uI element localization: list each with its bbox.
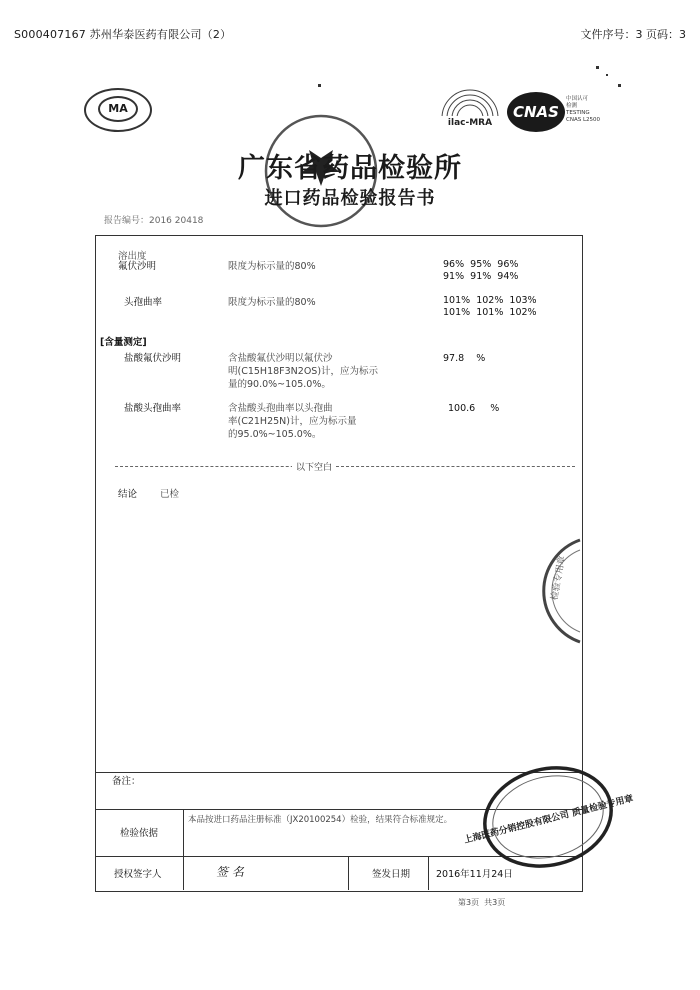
ilac-logo-text: ilac-MRA xyxy=(447,118,493,128)
test-item-name: 盐酸头孢曲率 xyxy=(124,403,182,414)
inspection-basis-value: 本品按进口药品注册标准（JX20100254）检验，结果符合标准规定。 xyxy=(188,815,453,825)
conclusion-value: 已检 xyxy=(160,489,180,500)
cnas-logo-text: CNAS xyxy=(513,103,559,121)
authorized-signer-label: 授权签字人 xyxy=(114,869,162,880)
cnas-line: TESTING xyxy=(566,110,590,116)
test-result: 101% 101% 102% xyxy=(443,307,537,318)
scan-speckle xyxy=(618,84,621,87)
company-seal xyxy=(463,762,635,872)
test-item-name: 头孢曲率 xyxy=(124,297,163,308)
blank-separator-label: 以下空白 xyxy=(292,460,336,473)
report-number: 报告编号：2016 20418 xyxy=(104,216,204,226)
sign-date-label: 签发日期 xyxy=(372,869,411,880)
test-item-name: 氟伏沙明 xyxy=(118,261,157,272)
ilac-mra-logo xyxy=(438,96,502,128)
scan-speckle xyxy=(606,74,608,76)
test-requirement: 率(C21H25N)计，应为标示量 xyxy=(228,416,357,427)
inspection-seal-partial xyxy=(540,536,600,646)
page-footer-note: 第3页 共3页 xyxy=(458,898,506,907)
test-requirement: 量的90.0%~105.0%。 xyxy=(228,379,331,390)
test-requirement: 含盐酸头孢曲率以头孢曲 xyxy=(228,403,333,414)
test-requirement: 限度为标示量的80% xyxy=(228,297,316,308)
cma-logo-text: MA xyxy=(98,96,138,122)
page-number-header: 文件序号：3 页码：3 xyxy=(580,28,686,41)
issuing-institute-title: 广东省药品检验所 xyxy=(238,153,462,184)
assay-header: [含量测定] xyxy=(100,337,147,348)
scan-speckle xyxy=(318,84,321,87)
cnas-accreditation-text xyxy=(566,96,600,124)
test-result: 100.6 % xyxy=(448,403,500,414)
sign-date-value: 2016年11月24日 xyxy=(436,869,513,880)
test-item-name: 盐酸氟伏沙明 xyxy=(124,353,182,364)
test-requirement: 明(C15H18F3N2OS)计，应为标示 xyxy=(228,366,379,377)
remarks-label: 备注： xyxy=(112,776,141,787)
document-source-header: S000407167 苏州华泰医药有限公司（2） xyxy=(14,28,232,41)
dissolution-header: 溶出度 xyxy=(118,251,147,262)
blank-separator-line xyxy=(115,466,575,467)
test-requirement: 含盐酸氟伏沙明以氟伏沙 xyxy=(228,353,333,364)
test-result: 101% 102% 103% xyxy=(443,295,537,306)
test-result: 96% 95% 96% xyxy=(443,259,519,270)
test-result: 97.8 % xyxy=(443,353,486,364)
cnas-line: 中国认可 xyxy=(566,96,589,102)
cnas-line: 检测 xyxy=(566,103,578,109)
table-column-rule xyxy=(183,809,184,890)
table-column-rule xyxy=(428,856,429,890)
cnas-line: CNAS L2500 xyxy=(566,117,601,123)
test-requirement: 的95.0%~105.0%。 xyxy=(228,429,322,440)
test-requirement: 限度为标示量的80% xyxy=(228,261,316,272)
cma-logo xyxy=(84,88,152,132)
inspection-basis-label: 检验依据 xyxy=(120,828,159,839)
report-title: 进口药品检验报告书 xyxy=(264,188,436,209)
cnas-logo xyxy=(506,90,566,134)
scan-speckle xyxy=(596,66,599,69)
table-column-rule xyxy=(348,856,349,890)
conclusion-label: 结论 xyxy=(118,489,138,500)
company-seal-text: 上海医药分销控股有限公司 质量检验专用章 xyxy=(463,793,635,846)
test-result: 91% 91% 94% xyxy=(443,271,519,282)
authorized-signature: 签 名 xyxy=(216,865,244,879)
right-seal-text: 检验专用章 xyxy=(550,555,568,602)
